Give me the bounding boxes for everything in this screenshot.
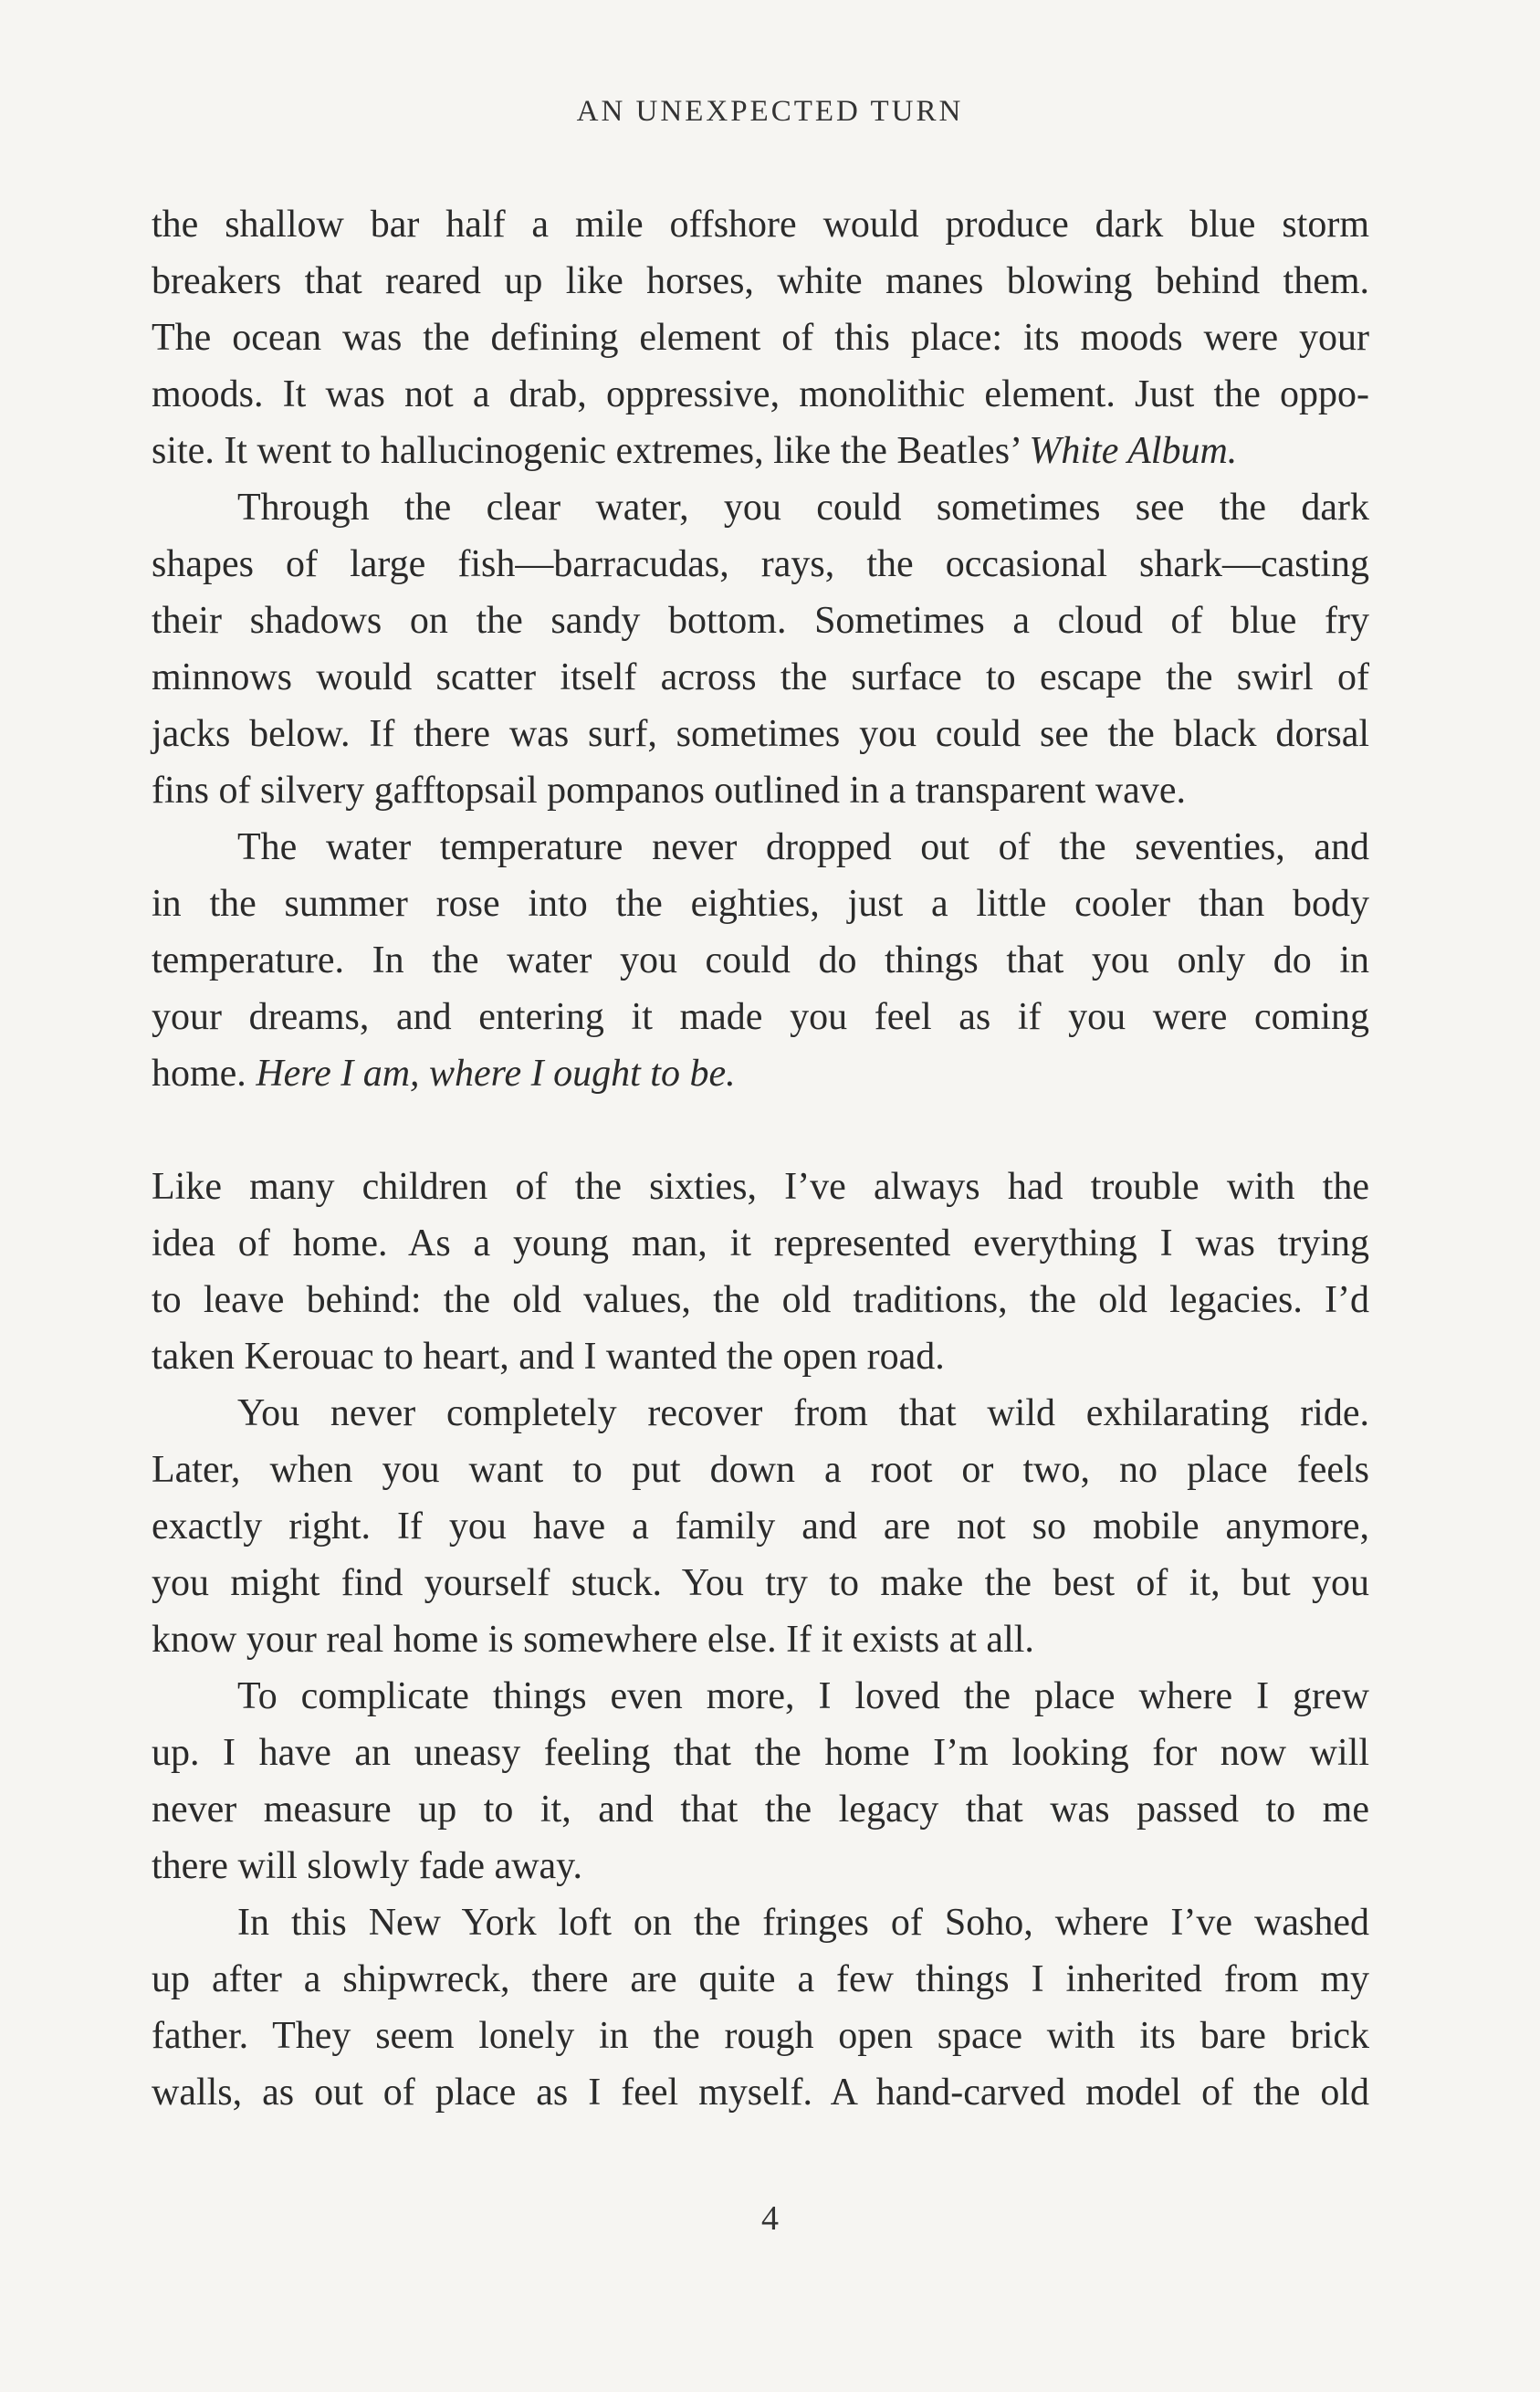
text-line (152, 423, 1369, 479)
section-first-line: Like many children of the sixties, I’ve always had trouble with the (152, 1166, 1369, 1208)
text-line: up after a shipwreck, there are quite a few things I inherited from my (152, 1958, 1369, 2000)
text-line: to leave behind: the old values, the old traditions, the old legacies. I’d (152, 1279, 1369, 1321)
text-line: you might find yourself stuck. You try to make the best of it, but you (152, 1562, 1369, 1604)
body-text (152, 196, 1369, 2121)
text-line: shapes of large fish—barracudas, rays, the occasional shark—casting (152, 543, 1369, 585)
text-line: temperature. In the water you could do things that you only do in (152, 939, 1369, 981)
text-line: idea of home. As a young man, it represented everything I was trying (152, 1222, 1369, 1264)
running-head: AN UNEXPECTED TURN (576, 95, 964, 128)
section-break (152, 1102, 1369, 1159)
text-segment: site. It went to hallucinogenic extremes, like the Beatles’ (152, 430, 1020, 472)
text-line: Later, when you want to put down a root or two, no place feels (152, 1449, 1369, 1491)
text-line: your dreams, and entering it made you feel as if you were coming (152, 996, 1369, 1038)
paragraph-first-line: In this New York loft on the fringes of Soho, where I’ve washed (237, 1902, 1369, 1944)
paragraph-first-line: Through the clear water, you could sometimes see the dark (237, 487, 1369, 529)
italic-phrase: Here I am, where I ought to be. (256, 1053, 736, 1095)
text-line (152, 1045, 1369, 1102)
text-line: taken Kerouac to heart, and I wanted the open road. (152, 1336, 945, 1378)
text-line: in the summer rose into the eighties, just a little cooler than body (152, 883, 1369, 925)
text-line: fins of silvery gafftopsail pompanos outlined in a transparent wave. (152, 770, 1186, 812)
text-line: the shallow bar half a mile offshore would produce dark blue storm (152, 204, 1369, 246)
text-line: moods. It was not a drab, oppressive, monolithic element. Just the oppo- (152, 373, 1369, 415)
text-segment: home. (152, 1053, 246, 1095)
text-line: father. They seem lonely in the rough open space with its bare brick (152, 2015, 1369, 2057)
text-line: jacks below. If there was surf, sometimes you could see the black dorsal (152, 713, 1369, 755)
text-line: breakers that reared up like horses, white manes blowing behind them. (152, 260, 1369, 302)
text-line: walls, as out of place as I feel myself. A hand-carved model of the old (152, 2072, 1369, 2114)
text-line: their shadows on the sandy bottom. Sometimes a cloud of blue fry (152, 600, 1369, 642)
text-line: never measure up to it, and that the legacy that was passed to me (152, 1789, 1369, 1831)
page-number: 4 (761, 2199, 779, 2238)
text-line: minnows would scatter itself across the surface to escape the swirl of (152, 656, 1369, 698)
italic-title: White Album. (1029, 430, 1238, 472)
text-line: up. I have an uneasy feeling that the home I’m looking for now will (152, 1732, 1369, 1774)
paragraph-first-line: To complicate things even more, I loved the place where I grew (237, 1675, 1369, 1717)
text-line: The ocean was the defining element of this place: its moods were your (152, 317, 1369, 359)
paragraph-first-line: The water temperature never dropped out of the seventies, and (237, 826, 1369, 868)
text-line: there will slowly fade away. (152, 1845, 582, 1887)
text-line: exactly right. If you have a family and are not so mobile anymore, (152, 1505, 1369, 1547)
paragraph-first-line: You never completely recover from that wild exhilarating ride. (237, 1392, 1369, 1434)
text-line: know your real home is somewhere else. If it exists at all. (152, 1619, 1034, 1661)
